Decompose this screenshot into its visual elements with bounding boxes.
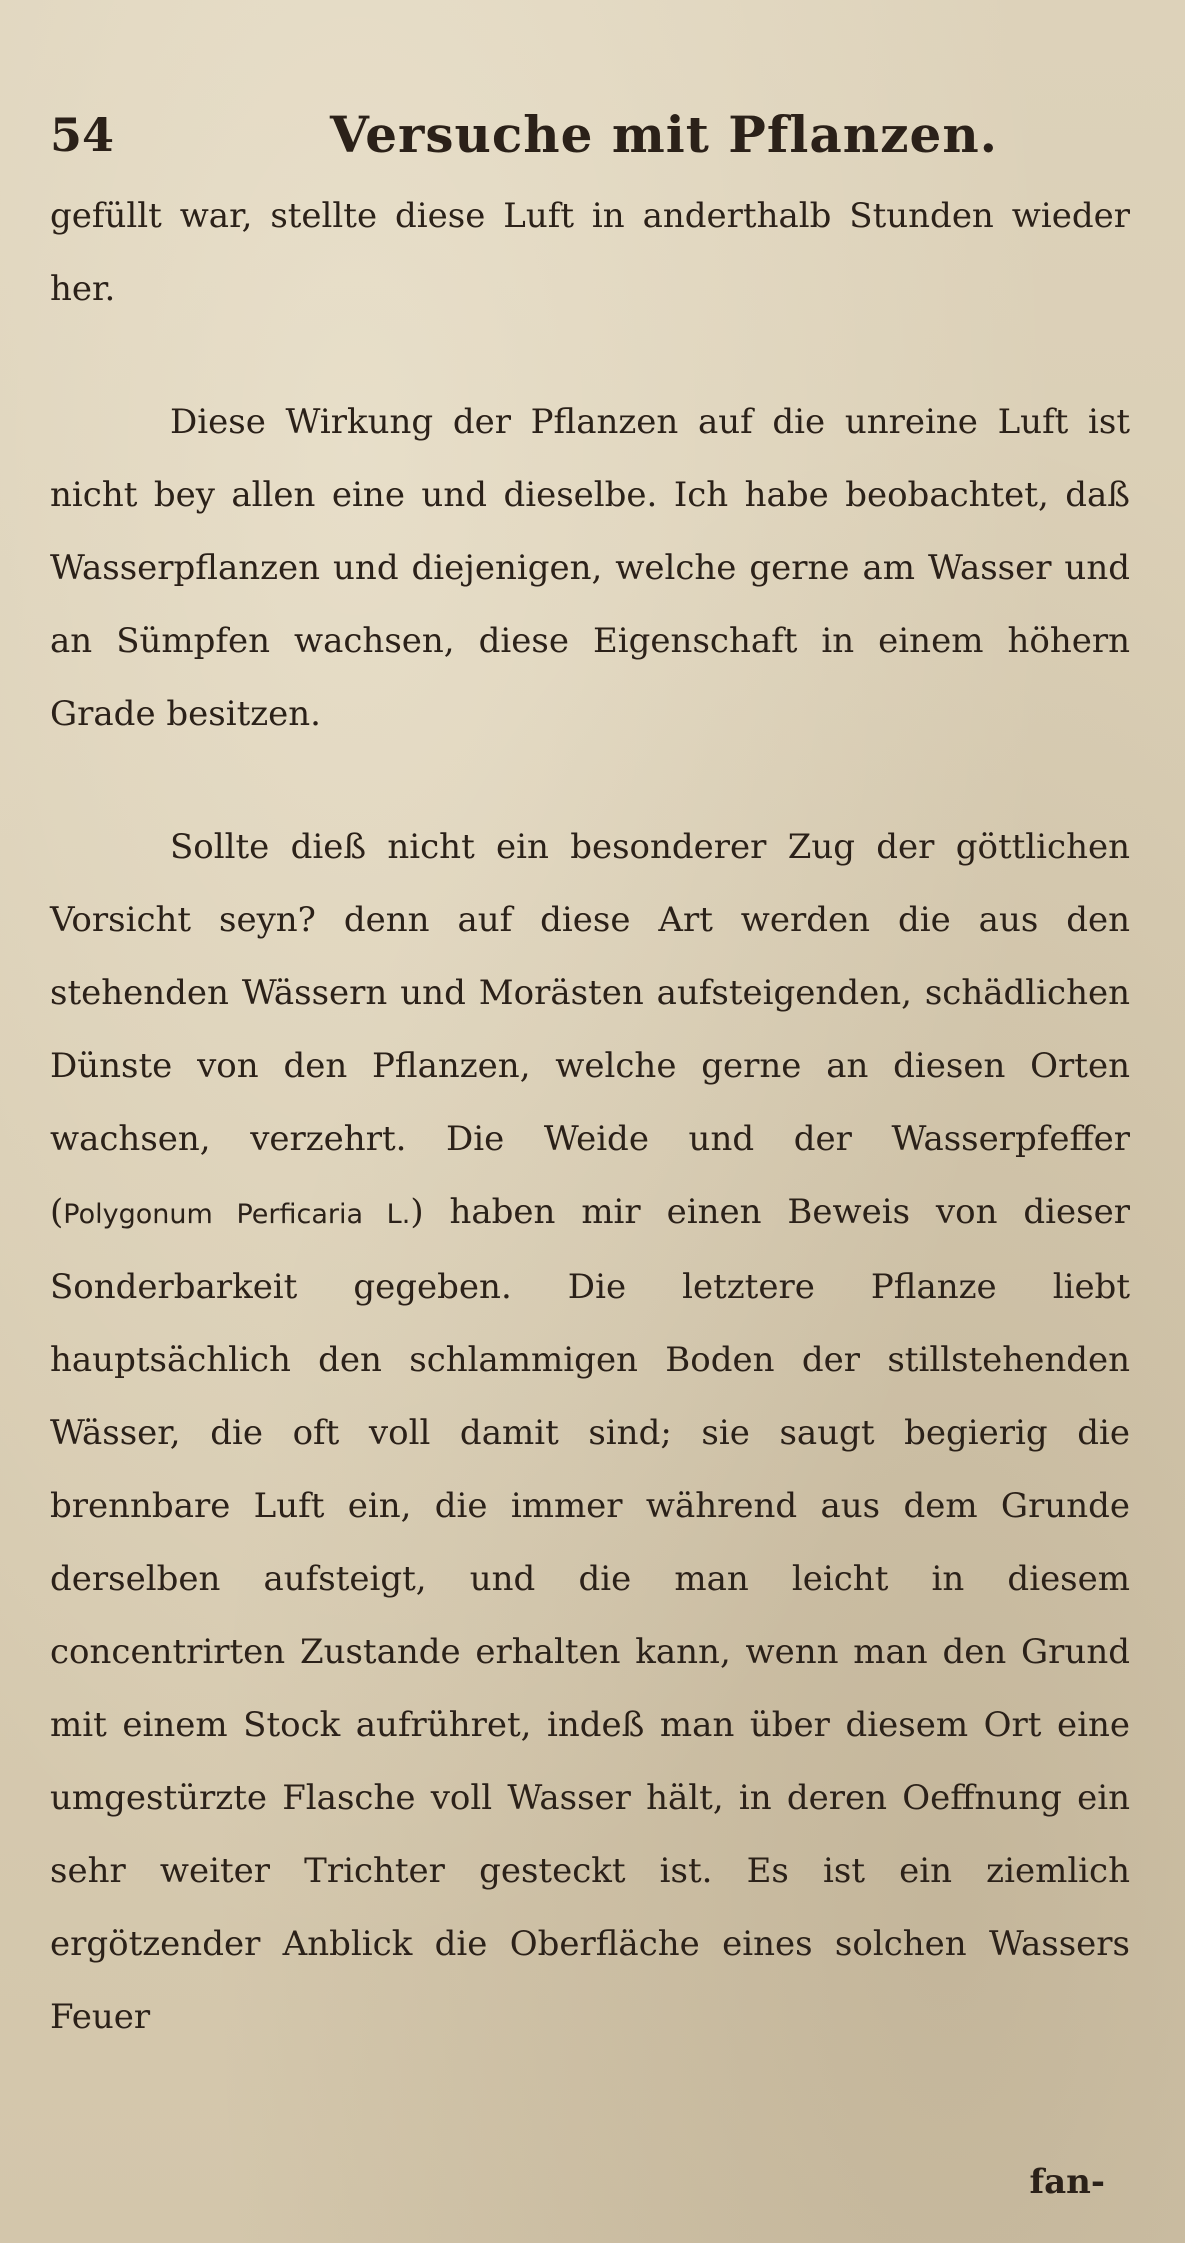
latin-plant-name: Polygonum Perficaria L. [63, 1199, 411, 1230]
paragraph-text-part: ) haben mir einen Beweis von dieser Sonderbarkeit gegeben. Die letztere Pflanze liebt hauptsächlich den schlammigen Boden der stillstehenden Wässer, die oft voll damit sind; sie saugt begierig die brennbare Luft ein, die immer während aus dem Grunde derselben aufsteigt, und die man leicht in diesem concentrirten Zustande erhalten kann, wenn man den Grund mit einem Stock aufrühret, indeß man über diesem Ort eine umgestürzte Flasche voll Wasser hält, in deren Oeffnung ein sehr weiter Trichter gesteckt ist. Es ist ein ziemlich ergötzender Anblick die Oberfläche eines solchen Wassers Feuer [50, 1192, 1130, 2037]
paragraph-text-part: Sollte dieß nicht ein besonderer Zug der göttlichen Vorsicht seyn? denn auf diese Art werden die aus den stehenden Wässern und Morästen aufsteigenden, schädlichen Dünste von den Pflanzen, welche gerne an diesen Orten wachsen, verzehrt. Die Weide und der Wasserpfeffer ( [50, 827, 1130, 1232]
catchword: fan- [1029, 2162, 1105, 2202]
body-text [50, 180, 1130, 2054]
running-title: Versuche mit Pflanzen. [330, 105, 999, 164]
page-header [50, 105, 1130, 165]
paragraph-continuation: gefüllt war, stellte diese Luft in anderthalb Stunden wieder her. [50, 196, 1130, 309]
page-number: 54 [50, 108, 115, 162]
paragraph-providence [50, 811, 1130, 2054]
paragraph-plant-effect: Diese Wirkung der Pflanzen auf die unreine Luft ist nicht bey allen eine und dieselbe. Ich habe beobachtet, daß Wasserpflanzen und diejenigen, welche gerne am Wasser und an Sümpfen wachsen, diese Eigenschaft in einem höhern Grade besitzen. [50, 402, 1130, 734]
